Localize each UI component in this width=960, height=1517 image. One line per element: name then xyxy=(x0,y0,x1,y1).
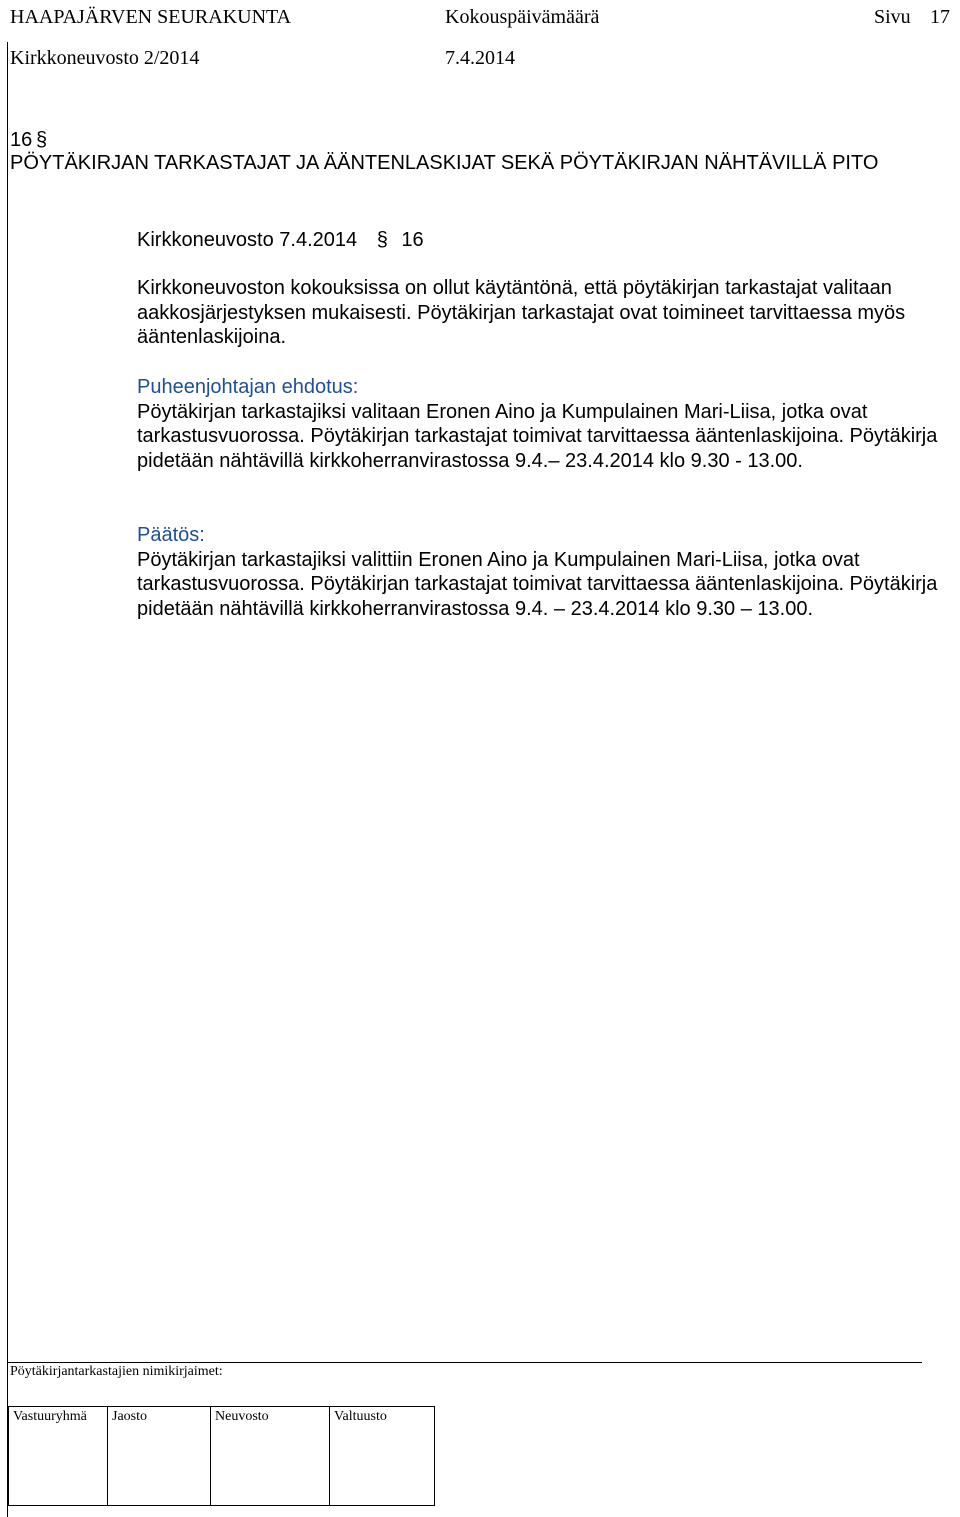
section-symbol: § xyxy=(36,129,48,151)
decision-block xyxy=(137,523,952,621)
left-margin-rule xyxy=(7,42,8,1517)
intro-text: Kirkkoneuvoston kokouksissa on ollut käytäntönä, että pöytäkirjan tarkastajat valitaan aakkosjärjestyksen mukaisesti. Pöytäkirjan tarkastajat ovat toimineet tarvittaessa myös ääntenlaskijoina. xyxy=(137,277,906,348)
column-valtuusto: Valtuusto xyxy=(330,1407,435,1506)
column-neuvosto: Neuvosto xyxy=(211,1407,330,1506)
header-org: HAAPAJÄRVEN SEURAKUNTA xyxy=(10,6,292,28)
proposal-text: Pöytäkirjan tarkastajiksi valitaan Eronen Aino ja Kumpulainen Mari-Liisa, jotka ovat tarkastusvuorossa. Pöytäkirjan tarkastajat toimivat tarvittaessa ääntenlaskijoina. Pöytäkirja pidetään nähtävillä kirkkoherranvirastossa 9.4.– 23.4.2014 klo 9.30 - 13.00. xyxy=(137,400,938,472)
signatures-label: Pöytäkirjantarkastajien nimikirjaimet: xyxy=(10,1364,223,1379)
proposal-block xyxy=(137,375,952,473)
approval-table xyxy=(8,1406,435,1506)
decision-text: Pöytäkirjan tarkastajiksi valittiin Eronen Aino ja Kumpulainen Mari-Liisa, jotka ovat tarkastusvuorossa. Pöytäkirjan tarkastajat toimivat tarvittaessa ääntenlaskijoina. Pöytäkirja pidetään nähtävillä kirkkoherranvirastossa 9.4. – 23.4.2014 klo 9.30 – 13.00. xyxy=(137,548,938,620)
previous-symbol: § xyxy=(376,229,388,251)
header-meeting: Kirkkoneuvosto 2/2014 xyxy=(10,47,200,69)
column-jaosto: Jaosto xyxy=(108,1407,211,1506)
intro-block xyxy=(137,276,952,350)
decision-label: Päätös: xyxy=(137,524,205,546)
column-vastuuryhma: Vastuuryhmä xyxy=(9,1407,108,1506)
previous-ref: Kirkkoneuvosto 7.4.2014 xyxy=(137,229,358,251)
previous-number: 16 xyxy=(401,229,424,251)
previous-handling xyxy=(137,228,424,252)
header-page-number: 17 xyxy=(930,6,950,28)
header-page-label: Sivu xyxy=(874,6,911,28)
proposal-label: Puheenjohtajan ehdotus: xyxy=(137,376,359,398)
section-title: PÖYTÄKIRJAN TARKASTAJAT JA ÄÄNTENLASKIJAT SEKÄ PÖYTÄKIRJAN NÄHTÄVILLÄ PITO xyxy=(10,152,879,174)
header-date: 7.4.2014 xyxy=(445,47,515,69)
section-number: 16 xyxy=(10,129,33,151)
header-date-label: Kokouspäivämäärä xyxy=(445,6,600,28)
